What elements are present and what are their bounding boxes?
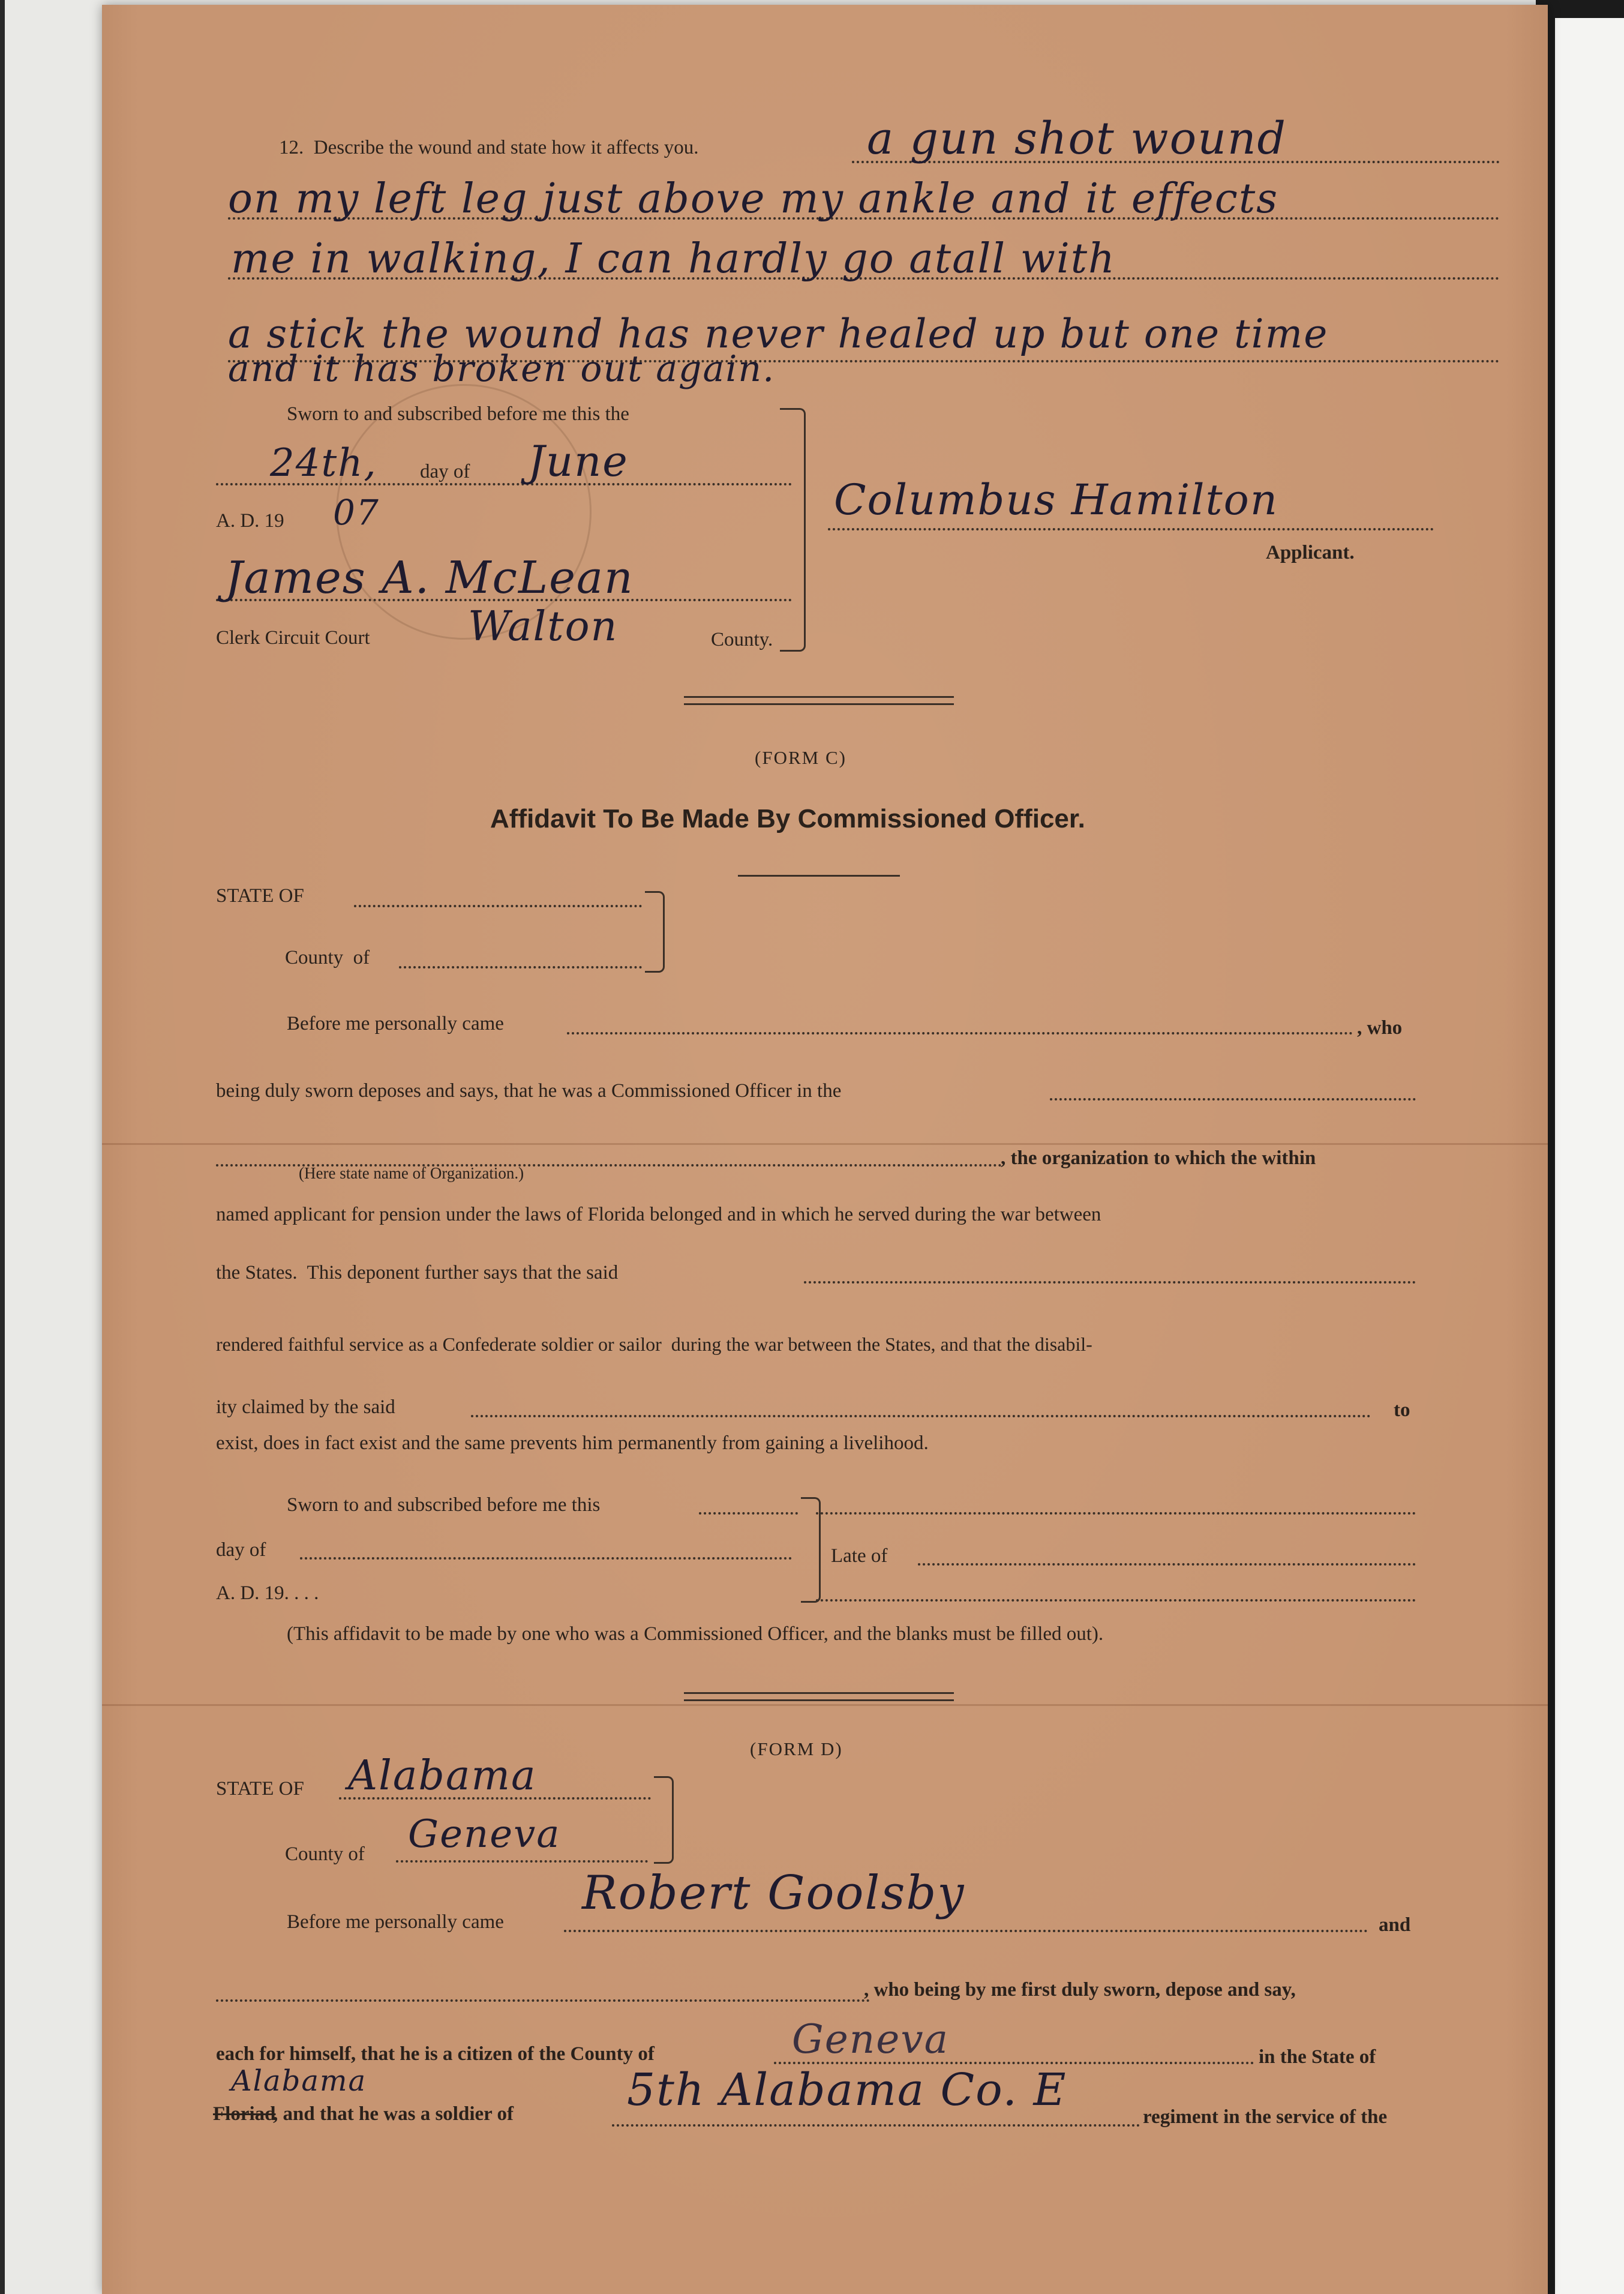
dotted-line (396, 1860, 648, 1863)
dotted-line (699, 1512, 798, 1515)
form-c-line-3-end: , the organization to which the within (1001, 1147, 1316, 1169)
dotted-line (471, 1415, 1371, 1417)
form-d-line-3: each for himself, that he is a citizen of the County of (216, 2043, 655, 2065)
form-d-line-1: Before me personally came (287, 1911, 504, 1933)
form-c-title: (FORM C) (755, 747, 846, 768)
applicant-label: Applicant. (1266, 542, 1355, 563)
form-d-state-value: Alabama (348, 1752, 537, 1800)
dotted-line (1050, 1098, 1416, 1100)
dotted-line (216, 1999, 870, 2002)
form-d-county-label: County of (285, 1843, 365, 1865)
scan-right-edge (1548, 0, 1555, 2294)
form-c-late-of: Late of (831, 1545, 888, 1567)
form-d-regiment: 5th Alabama Co. E (627, 2064, 1067, 2116)
form-c-line-1-end: , who (1357, 1017, 1403, 1039)
form-d-person: Robert Goolsby (582, 1866, 965, 1920)
q12-answer-line-5: and it has broken out again. (228, 348, 776, 390)
dotted-line (300, 1557, 792, 1560)
dotted-line (804, 1281, 1416, 1284)
paper-fold (102, 1704, 1548, 1706)
form-c-line-7-end: to (1394, 1399, 1410, 1421)
form-c-line-7: ity claimed by the said (216, 1396, 395, 1418)
scan-left-edge (0, 0, 5, 2294)
form-c-line-2: being duly sworn deposes and says, that he was a Commissioned Officer in the (216, 1080, 842, 1102)
form-d-line-3-end: in the State of (1259, 2046, 1376, 2068)
form-c-line-5: the States. This deponent further says that the said (216, 1262, 619, 1284)
ad-label: A. D. 19 (216, 510, 284, 532)
form-c-ad: A. D. 19. . . . (216, 1582, 319, 1604)
sworn-day: 24th, (270, 441, 377, 485)
bracket (645, 891, 665, 973)
divider (684, 1699, 954, 1701)
form-c-day: day of (216, 1539, 266, 1561)
dotted-line (567, 1032, 1353, 1034)
q12-answer-line-1: a gun shot wound (867, 113, 1287, 164)
dotted-line (564, 1930, 1368, 1932)
dotted-line (816, 1512, 1416, 1515)
dotted-line (612, 2124, 1140, 2127)
dotted-line (816, 1599, 1416, 1602)
q12-answer-line-4: a stick the wound has never healed up but one time (228, 311, 1329, 357)
clerk-label: Clerk Circuit Court (216, 627, 370, 649)
form-c-state-label: STATE OF (216, 885, 304, 907)
divider (684, 1692, 954, 1694)
form-c-line-8: exist, does in fact exist and the same prevents him permanently from gaining a livelihood. (216, 1432, 929, 1454)
form-c-organization-note: (Here state name of Organization.) (299, 1164, 524, 1182)
dotted-line (918, 1563, 1416, 1566)
form-d-county-value: Geneva (408, 1812, 561, 1857)
paper-fold (102, 1143, 1548, 1145)
form-c-note: (This affidavit to be made by one who was a Commissioned Officer, and the blanks must be filled out). (287, 1623, 1104, 1645)
form-d-line-4: , and that he was a soldier of (273, 2103, 514, 2125)
clerk-county: Walton (468, 603, 619, 650)
divider (738, 875, 900, 877)
bracket (780, 408, 806, 652)
form-d-title: (FORM D) (750, 1738, 843, 1759)
scan-right-margin (1548, 0, 1624, 2294)
form-c-line-1: Before me personally came (287, 1013, 504, 1034)
form-c-line-6: rendered faithful service as a Confederate soldier or sailor during the war between the States, and that the disabil- (216, 1333, 1092, 1355)
form-d-line-1-end: and (1379, 1914, 1411, 1936)
form-d-county-2: Geneva (792, 2016, 949, 2062)
sworn-year: 07 (333, 492, 380, 533)
bracket (654, 1776, 674, 1864)
q12-answer-line-2: on my left leg just above my ankle and it effects (228, 175, 1279, 223)
form-c-county-label: County of (285, 947, 370, 968)
form-c-line-4: named applicant for pension under the laws of Florida belonged and in which he served during the war between (216, 1204, 1101, 1225)
form-d-state-2: Alabama (231, 2064, 367, 2098)
sworn-month: June (528, 437, 629, 486)
dotted-line (354, 905, 642, 907)
form-d-state-label: STATE OF (216, 1778, 304, 1800)
day-of-label: day of (420, 461, 470, 482)
form-c-sworn: Sworn to and subscribed before me this (287, 1494, 601, 1516)
dotted-line (828, 528, 1434, 530)
applicant-signature: Columbus Hamilton (834, 475, 1278, 524)
form-d-line-4-end: regiment in the service of the (1143, 2106, 1388, 2128)
q12-answer-line-3: me in walking, I can hardly go atall with (231, 235, 1116, 283)
form-d-struck-state: Floriad (213, 2103, 276, 2125)
sworn-line: Sworn to and subscribed before me this the (287, 403, 629, 425)
q12-label: 12. Describe the wound and state how it affects you. (279, 137, 699, 158)
divider (684, 696, 954, 698)
dotted-line (399, 966, 642, 968)
form-d-line-2-end: , who being by me first duly sworn, depose and say, (864, 1979, 1296, 2001)
form-c-heading: Affidavit To Be Made By Commissioned Officer. (490, 804, 1085, 833)
scan-top-edge (1536, 0, 1624, 18)
clerk-signature: James A. McLean (225, 552, 634, 604)
county-label: County. (711, 629, 773, 650)
divider (684, 703, 954, 705)
